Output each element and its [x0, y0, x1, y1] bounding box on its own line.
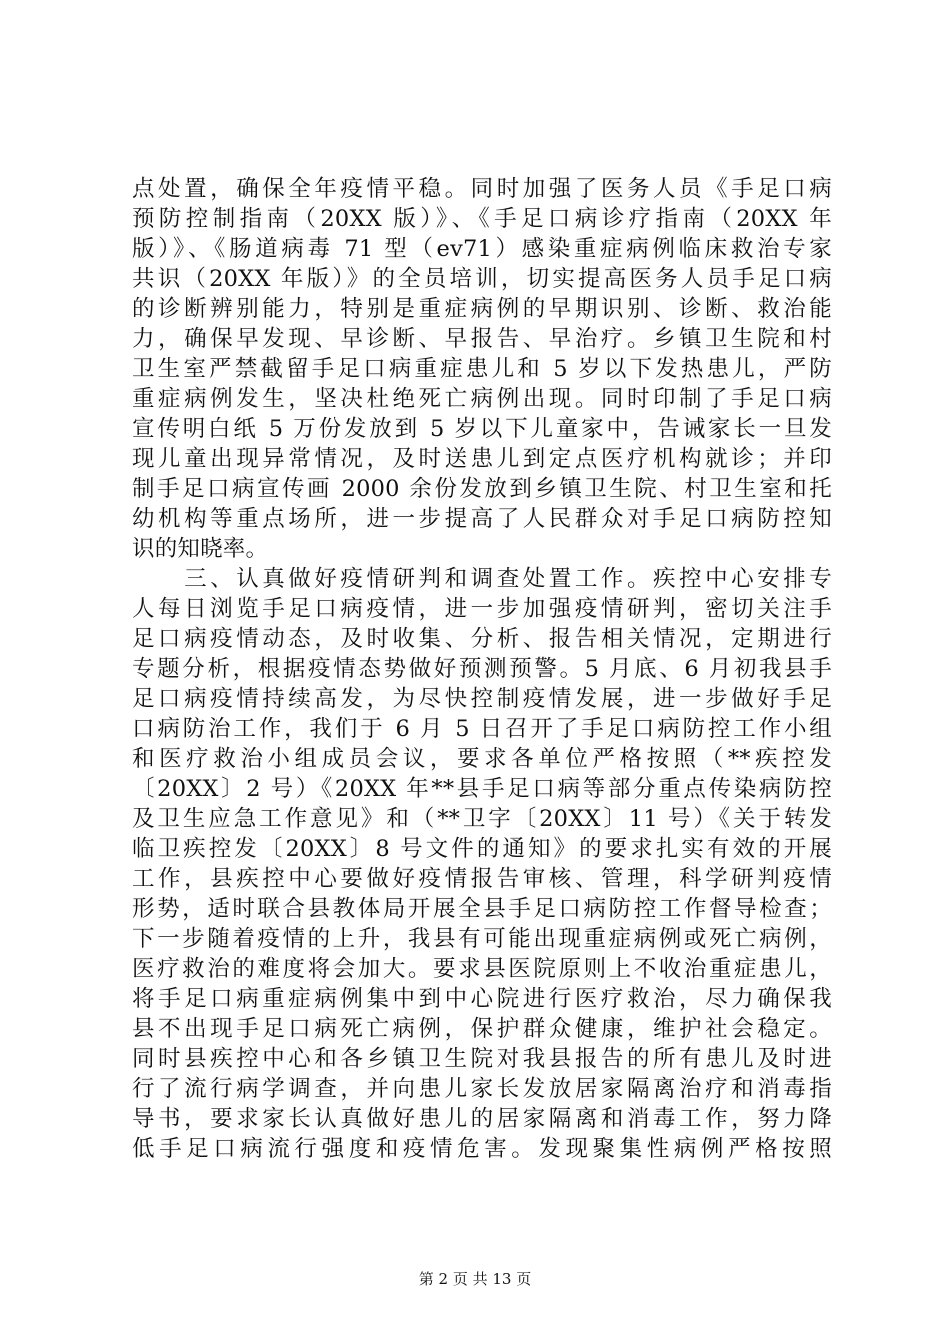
- text-line: 〔20XX〕2 号）《20XX 年**县手足口病等部分重点传染病防控: [132, 776, 832, 802]
- text-line: 形势，适时联合县教体局开展全县手足口病防控工作督导检查；: [132, 896, 832, 922]
- text-line: 将手足口病重症病例集中到中心院进行医疗救治，尽力确保我: [132, 986, 832, 1012]
- text-line: 点处置，确保全年疫情平稳。同时加强了医务人员《手足口病: [132, 176, 832, 202]
- text-line: 医疗救治的难度将会加大。要求县医院原则上不收治重症患儿，: [132, 956, 832, 982]
- text-line: 和医疗救治小组成员会议，要求各单位严格按照（**疾控发: [132, 746, 832, 772]
- text-line: 足口病疫情动态，及时收集、分析、报告相关情况，定期进行: [132, 626, 832, 652]
- text-line: 幼机构等重点场所，进一步提高了人民群众对手足口病防控知: [132, 506, 832, 532]
- text-line: 共识（20XX 年版）》的全员培训，切实提高医务人员手足口病: [132, 266, 832, 292]
- text-line: 行了流行病学调查，并向患儿家长发放居家隔离治疗和消毒指: [132, 1076, 832, 1102]
- text-line: 重症病例发生，坚决杜绝死亡病例出现。同时印制了手足口病: [132, 386, 832, 412]
- text-line: 版）》、《肠道病毒 71 型（ev71）感染重症病例临床救治专家: [132, 236, 832, 262]
- text-line: 低手足口病流行强度和疫情危害。发现聚集性病例严格按照: [132, 1136, 832, 1162]
- text-line: 同时县疾控中心和各乡镇卫生院对我县报告的所有患儿及时进: [132, 1046, 832, 1072]
- text-line: 三、认真做好疫情研判和调查处置工作。疾控中心安排专: [132, 566, 832, 592]
- text-line: 力，确保早发现、早诊断、早报告、早治疗。乡镇卫生院和村: [132, 326, 832, 352]
- text-line: 下一步随着疫情的上升，我县有可能出现重症病例或死亡病例，: [132, 926, 832, 952]
- text-line: 及卫生应急工作意见》和（**卫字〔20XX〕11 号）《关于转发: [132, 806, 832, 832]
- text-line: 制手足口病宣传画 2000 余份发放到乡镇卫生院、村卫生室和托: [132, 476, 832, 502]
- text-line: 卫生室严禁截留手足口病重症患儿和 5 岁以下发热患儿，严防: [132, 356, 832, 382]
- text-line: 预防控制指南（20XX 版）》、《手足口病诊疗指南（20XX 年: [132, 206, 832, 232]
- text-line: 工作，县疾控中心要做好疫情报告审核、管理，科学研判疫情: [132, 866, 832, 892]
- text-line: 人每日浏览手足口病疫情，进一步加强疫情研判，密切关注手: [132, 596, 832, 622]
- text-line: 导书，要求家长认真做好患儿的居家隔离和消毒工作，努力降: [132, 1106, 832, 1132]
- text-line: 县不出现手足口病死亡病例，保护群众健康，维护社会稳定。: [132, 1016, 832, 1042]
- text-line: 足口病疫情持续高发，为尽快控制疫情发展，进一步做好手足: [132, 686, 832, 712]
- text-line: 口病防治工作，我们于 6 月 5 日召开了手足口病防控工作小组: [132, 716, 832, 742]
- text-line: 宣传明白纸 5 万份发放到 5 岁以下儿童家中，告诫家长一旦发: [132, 416, 832, 442]
- text-line: 识的知晓率。: [132, 536, 269, 562]
- text-line: 专题分析，根据疫情态势做好预测预警。5 月底、6 月初我县手: [132, 656, 832, 682]
- text-line: 的诊断辨别能力，特别是重症病例的早期识别、诊断、救治能: [132, 296, 832, 322]
- text-line: 临卫疾控发〔20XX〕8 号文件的通知》的要求扎实有效的开展: [132, 836, 832, 862]
- page-number-footer: 第 2 页 共 13 页: [418, 1270, 532, 1288]
- document-body: [132, 174, 832, 1164]
- text-line: 现儿童出现异常情况，及时送患儿到定点医疗机构就诊；并印: [132, 446, 832, 472]
